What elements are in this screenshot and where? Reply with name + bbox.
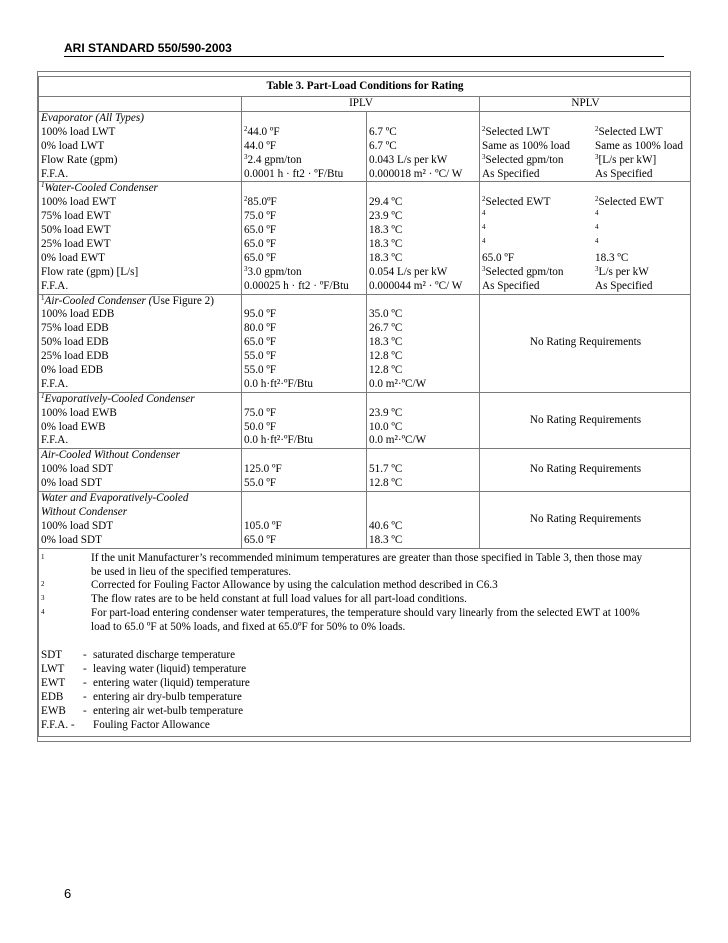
footnote-number: 3 (41, 594, 45, 603)
air-no-condenser-labels (39, 449, 242, 492)
water-cooled-labels (39, 182, 242, 294)
air-no-condenser-section (39, 449, 691, 492)
water-evap-no-condenser-labels (39, 492, 242, 549)
nplv-row: As Specified As Specified (482, 167, 653, 180)
si-value: 0.054 L/s per kW (369, 265, 448, 278)
air-cooled-labels (39, 294, 242, 392)
ip-value: 75.0 ºF (244, 210, 277, 223)
si-value: 0.0 m²·ºC/W (369, 434, 427, 447)
row-label: 100% load EWT (41, 196, 117, 209)
nplv-row: As Specified As Specified (482, 279, 653, 292)
evaporator-title: Evaporator (All Types) (41, 112, 144, 124)
si-value: 23.9 ºC (369, 210, 403, 223)
evaporator-si-values (367, 112, 480, 182)
water-cooled-title: $^1$Water-Cooled Condenser (41, 181, 158, 195)
footnotes-cell (39, 548, 691, 737)
water-cooled-section (39, 182, 691, 294)
si-value: 0.000018 m² · ºC/ W (369, 167, 463, 180)
abbreviation-item: SDT - saturated discharge temperature (41, 649, 236, 662)
row-label: 100% load SDT (41, 463, 114, 476)
evap-cooled-section (39, 392, 691, 449)
abbreviation-item: LWT - leaving water (liquid) temperature (41, 662, 247, 675)
ip-value: 65.0 ºF (244, 238, 277, 251)
row-label: 50% load EWT (41, 224, 111, 237)
si-value: 6.7 ºC (369, 139, 397, 152)
row-label: 0% load SDT (41, 533, 102, 546)
row-label: F.F.A. (41, 279, 69, 292)
ip-value: 0.0 h·ft²·ºF/Btu (244, 377, 313, 390)
evaporator-nplv-values (480, 112, 691, 182)
row-label: 0% load EWB (41, 420, 106, 433)
row-label: 25% load EWT (41, 238, 111, 251)
si-value: 35.0 ºC (369, 308, 403, 321)
row-label: 100% load EWB (41, 406, 117, 419)
ip-value: $^3$3.0 gpm/ton (244, 264, 302, 278)
ip-value: 0.0001 h · ft2 · ºF/Btu (244, 167, 344, 180)
water-cooled-nplv-values (480, 182, 691, 294)
nplv-row: $^2$Selected LWT $^2$Selected LWT (482, 124, 663, 138)
footnote-3: 3 The flow rates are to be held constant at full load values for all part-load conditions. (41, 593, 467, 606)
ip-value: 75.0 ºF (244, 406, 277, 419)
nplv-row: $^3$Selected gpm/ton $^3$[L/s per kW] (482, 152, 657, 166)
row-label: 0% load SDT (41, 477, 102, 490)
column-header-row (39, 97, 691, 112)
air-no-condenser-si-values (367, 449, 480, 492)
evap-cooled-ip-values (242, 392, 367, 449)
ip-value: 105.0 ºF (244, 519, 282, 532)
abbreviation-item: F.F.A. - Fouling Factor Allowance (41, 718, 210, 731)
row-label: 50% load EDB (41, 336, 109, 349)
nplv-row: $^3$Selected gpm/ton $^3$L/s per kW (482, 264, 649, 278)
si-value: 18.3 ºC (369, 336, 403, 349)
si-value: 12.8 ºC (369, 477, 403, 490)
abbreviation-item: EDB - entering air dry-bulb temperature (41, 690, 242, 703)
footnote-number: 1 (41, 552, 45, 561)
si-value: 18.3 ºC (369, 224, 403, 237)
ip-value: $^2$44.0 ºF (244, 124, 280, 138)
si-value: 40.6 ºC (369, 519, 403, 532)
row-label: 0% load LWT (41, 139, 105, 152)
nplv-row: $^4$ $^4$ (482, 223, 599, 232)
ip-value: 55.0 ºF (244, 477, 277, 490)
water-cooled-si-values (367, 182, 480, 294)
row-label: 100% load SDT (41, 519, 114, 532)
row-label: 100% load EDB (41, 308, 115, 321)
air-no-condenser-nplv: No Rating Requirements (480, 449, 691, 492)
water-evap-no-condenser-title-2: Without Condenser (41, 505, 128, 518)
evap-cooled-nplv: No Rating Requirements (480, 392, 691, 449)
footnote-1: 1 If the unit Manufacturer’s recommended minimum temperatures are greater than those specified in Table 3, then those may be used in lieu of the specified temperatures. (41, 551, 643, 578)
si-value: 18.3 ºC (369, 533, 403, 546)
row-label: F.F.A. (41, 167, 69, 180)
ip-value: $^3$2.4 gpm/ton (244, 152, 302, 166)
ip-value: $^2$85.0ºF (244, 195, 277, 209)
water-evap-no-condenser-nplv: No Rating Requirements (480, 492, 691, 549)
si-value: 0.0 m²·ºC/W (369, 377, 427, 390)
nplv-row: Same as 100% load Same as 100% load (482, 139, 683, 152)
air-no-condenser-title: Air-Cooled Without Condenser (41, 449, 180, 462)
header-blank (39, 97, 242, 112)
ip-value: 55.0 ºF (244, 364, 277, 377)
abbreviation-list (41, 649, 684, 732)
ip-value: 65.0 ºF (244, 224, 277, 237)
si-value: 23.9 ºC (369, 406, 403, 419)
footnote-number: 4 (41, 608, 45, 617)
footnote-4: 4 For part-load entering condenser water temperatures, the temperature should vary linearly from the selected EWT at 100% load to 65.0 ºF at 50% loads, and fixed at 65.0ºF for 50% to 0% loads. (41, 607, 640, 634)
row-label: F.F.A. (41, 434, 69, 447)
air-cooled-ip-values (242, 294, 367, 392)
evaporator-ip-values (242, 112, 367, 182)
evap-cooled-title: $^1$Evaporatively-Cooled Condenser (41, 392, 195, 405)
evaporator-section (39, 112, 691, 182)
air-cooled-nplv: No Rating Requirements (480, 294, 691, 392)
si-value: 12.8 ºC (369, 350, 403, 363)
page-number: 6 (64, 886, 72, 901)
abbreviation-item: EWT - entering water (liquid) temperature (41, 676, 250, 689)
si-value: 29.4 ºC (369, 196, 403, 209)
air-cooled-section (39, 294, 691, 392)
water-evap-no-condenser-si-values (367, 492, 480, 549)
ip-value: 125.0 ºF (244, 463, 282, 476)
water-cooled-ip-values (242, 182, 367, 294)
ip-value: 80.0 ºF (244, 322, 277, 335)
si-value: 0.000044 m² · ºC/ W (369, 279, 463, 292)
si-value: 12.8 ºC (369, 364, 403, 377)
si-value: 18.3 ºC (369, 251, 403, 264)
footnote-2: 2 Corrected for Fouling Factor Allowance by using the calculation method described in C6.3 (41, 579, 498, 592)
nplv-row: $^2$Selected EWT $^2$Selected EWT (482, 195, 664, 209)
ip-value: 65.0 ºF (244, 533, 277, 546)
row-label: 75% load EWT (41, 210, 111, 223)
ip-value: 65.0 ºF (244, 251, 277, 264)
ip-value: 55.0 ºF (244, 350, 277, 363)
air-no-condenser-ip-values (242, 449, 367, 492)
row-label: 0% load EWT (41, 251, 105, 264)
footnote-number: 2 (41, 580, 45, 589)
ip-value: 95.0 ºF (244, 308, 277, 321)
nplv-header: NPLV (480, 97, 691, 112)
ip-value: 0.0 h·ft²·ºF/Btu (244, 434, 313, 447)
row-label: F.F.A. (41, 377, 69, 390)
si-value: 0.043 L/s per kW (369, 153, 448, 166)
nplv-row: $^4$ $^4$ (482, 237, 599, 246)
footnotes-row (39, 548, 691, 737)
air-cooled-title: $^1$Air-Cooled Condenser (Use Figure 2) (41, 294, 214, 307)
iplv-header: IPLV (242, 97, 480, 112)
row-label: Flow Rate (gpm) (41, 153, 118, 166)
si-value: 51.7 ºC (369, 463, 403, 476)
row-label: 100% load LWT (41, 125, 116, 138)
water-evap-no-condenser-section (39, 492, 691, 549)
row-label: Flow rate (gpm) [L/s] (41, 265, 139, 278)
si-value: 10.0 ºC (369, 420, 403, 433)
evap-cooled-si-values (367, 392, 480, 449)
water-evap-no-condenser-ip-values (242, 492, 367, 549)
air-cooled-si-values (367, 294, 480, 392)
row-label: 0% load EDB (41, 364, 104, 377)
ip-value: 0.00025 h · ft2 · ºF/Btu (244, 279, 349, 292)
ip-value: 44.0 ºF (244, 139, 277, 152)
si-value: 18.3 ºC (369, 238, 403, 251)
header-text: ARI STANDARD 550/590-2003 (64, 41, 232, 55)
si-value: 26.7 ºC (369, 322, 403, 335)
row-label: 25% load EDB (41, 350, 109, 363)
table-title: Table 3. Part-Load Conditions for Rating (39, 77, 691, 97)
abbreviation-item: EWB - entering air wet-bulb temperature (41, 704, 244, 717)
ip-value: 65.0 ºF (244, 336, 277, 349)
part-load-table (38, 76, 691, 737)
row-label: 75% load EDB (41, 322, 109, 335)
evap-cooled-labels (39, 392, 242, 449)
ip-value: 50.0 ºF (244, 420, 277, 433)
page-header (64, 41, 664, 57)
water-evap-no-condenser-title: Water and Evaporatively-Cooled (41, 492, 189, 505)
table-title-row (39, 77, 691, 97)
evaporator-labels (39, 112, 242, 182)
nplv-row: 65.0 ºF 18.3 ºC (482, 251, 629, 264)
si-value: 6.7 ºC (369, 125, 397, 138)
nplv-row: $^4$ $^4$ (482, 209, 599, 218)
